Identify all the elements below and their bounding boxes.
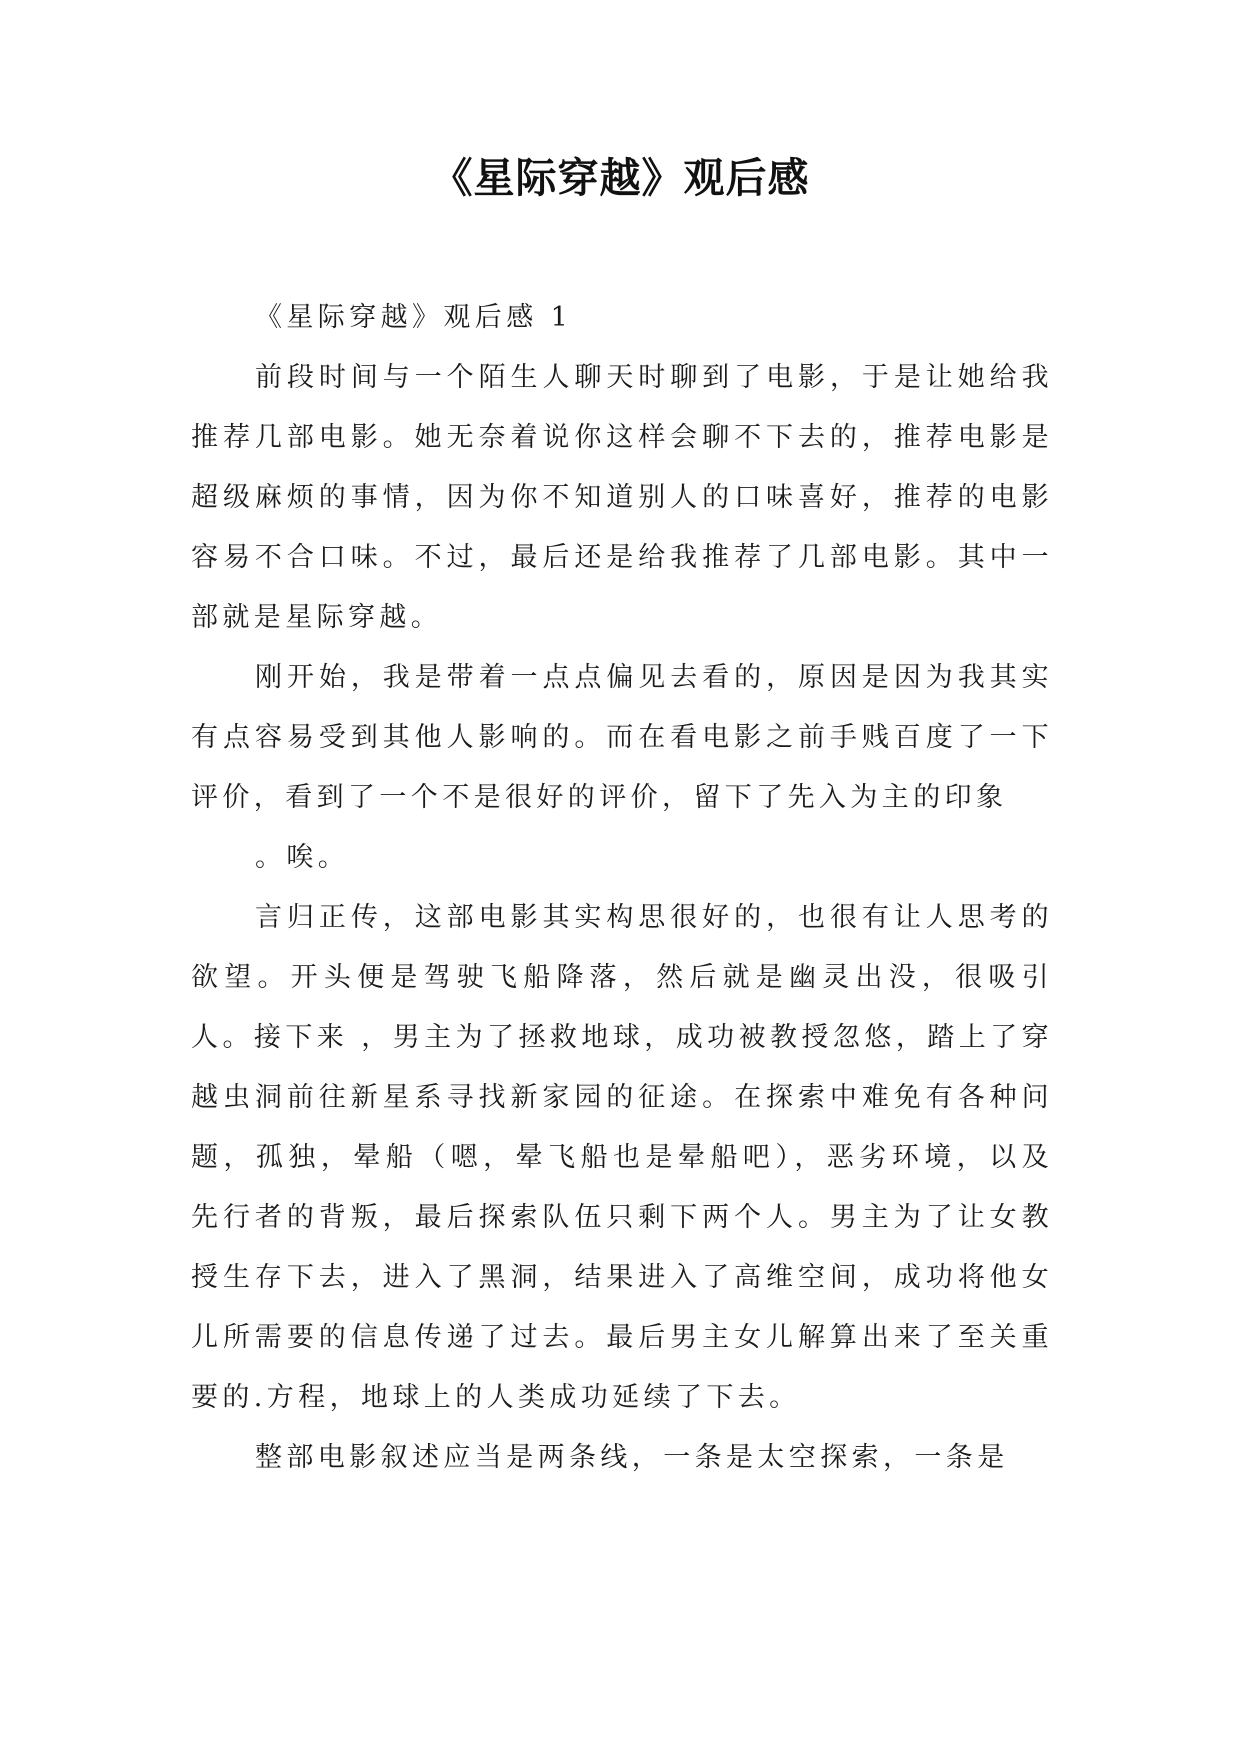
paragraph: 刚开始，我是带着一点点偏见去看的，原因是因为我其实有点容易受到其他人影响的。而在看电影之前手贱百度了一下评价，看到了一个不是很好的评价，留下了先入为主的印象: [191, 662, 1053, 813]
document-body: [191, 288, 1053, 1488]
paragraph: 前段时间与一个陌生人聊天时聊到了电影，于是让她给我推荐几部电影。她无奈着说你这样会聊不下去的，推荐电影是超级麻烦的事情，因为你不知道别人的口味喜好，推荐的电影容易不合口味。不过，最后还是给我推荐了几部电影。其中一部就是星际穿越。: [191, 362, 1053, 633]
document-title: 《星际穿越》观后感: [431, 154, 810, 202]
paragraph: 言归正传，这部电影其实构思很好的，也很有让人思考的欲望。开头便是驾驶飞船降落，然后就是幽灵出没，很吸引人。接下来 ，男主为了拯救地球，成功被教授忽悠，踏上了穿越虫洞前往新星系寻找新家园的征途。在探索中难免有各种问题，孤独，晕船（嗯，晕飞船也是晕船吧），恶劣环境，以及先行者的背叛，最后探索队伍只剩下两个人。男主为了让女教授生存下去，进入了黑洞，结果进入了高维空间，成功将他女儿所需要的信息传递了过去。最后男主女儿解算出来了至关重要的.方程，地球上的人类成功延续了下去。: [191, 902, 1053, 1413]
section-heading: 《星际穿越》观后感 1: [255, 302, 573, 333]
paragraph: 整部电影叙述应当是两条线，一条是太空探索，一条是: [255, 1442, 1009, 1473]
paragraph: 。唉。: [255, 842, 350, 873]
